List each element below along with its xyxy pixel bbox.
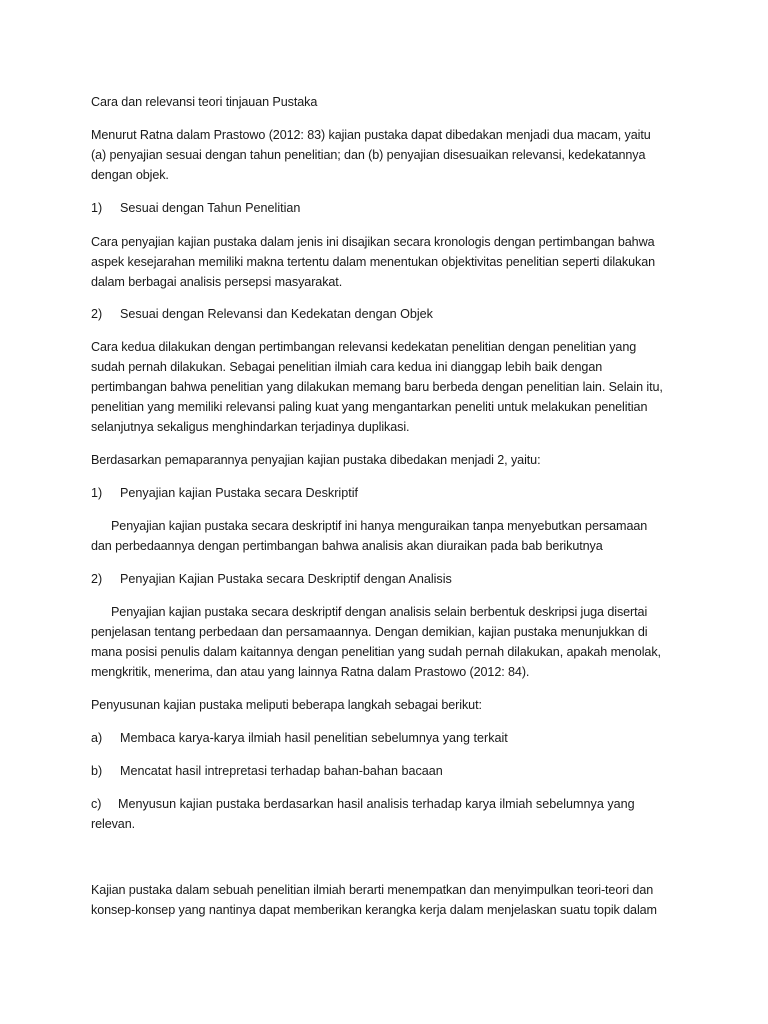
step-a-text: Membaca karya-karya ilmiah hasil penelitian sebelumnya yang terkait bbox=[120, 731, 508, 745]
type1-heading bbox=[91, 483, 358, 504]
section1-line-3: dalam berbagai analisis persepsi masyarakat. bbox=[91, 275, 343, 289]
type1-title: Penyajian kajian Pustaka secara Deskriptif bbox=[120, 486, 359, 500]
intro-line-2: (a) penyajian sesuai dengan tahun penelitian; dan (b) penyajian disesuaikan relevansi, kedekatannya bbox=[91, 148, 646, 162]
type2-heading bbox=[91, 569, 452, 590]
section2-line-1: Cara kedua dilakukan dengan pertimbangan relevansi kedekatan penelitian dengan penelitian yang bbox=[91, 340, 637, 354]
step-c bbox=[91, 794, 635, 815]
type1-line-1: Penyajian kajian pustaka secara deskriptif ini hanya menguraikan tanpa menyebutkan persamaan bbox=[111, 519, 648, 533]
step-b-text: Mencatat hasil intrepretasi terhadap bahan-bahan bacaan bbox=[120, 764, 443, 778]
type2-line-1: Penyajian kajian pustaka secara deskriptif dengan analisis selain berbentuk deskripsi juga disertai bbox=[111, 605, 648, 619]
intro-line-3: dengan objek. bbox=[91, 168, 169, 182]
section2-line-5: selanjutnya sekaligus menghindarkan terjadinya duplikasi. bbox=[91, 420, 410, 434]
type2-title: Penyajian Kajian Pustaka secara Deskriptif dengan Analisis bbox=[120, 572, 452, 586]
section1-title: Sesuai dengan Tahun Penelitian bbox=[120, 201, 301, 215]
section2-marker: 2) bbox=[91, 307, 103, 321]
section2-title: Sesuai dengan Relevansi dan Kedekatan dengan Objek bbox=[120, 307, 433, 321]
section1-line-1: Cara penyajian kajian pustaka dalam jenis ini disajikan secara kronologis dengan pertimbangan bahwa bbox=[91, 235, 655, 249]
step-a bbox=[91, 728, 508, 749]
section2-line-4: penelitian yang memiliki relevansi paling kuat yang mengantarkan peneliti untuk melakukan penelitian bbox=[91, 400, 648, 414]
steps-intro: Penyusunan kajian pustaka meliputi beberapa langkah sebagai berikut: bbox=[91, 698, 482, 712]
document-heading: Cara dan relevansi teori tinjauan Pustaka bbox=[91, 95, 318, 109]
step-c-continuation: relevan. bbox=[91, 817, 136, 831]
section2-line-3: pertimbangan bahwa penelitian yang dilakukan memang baru berbeda dengan penelitian lain. Selain itu, bbox=[91, 380, 663, 394]
type2-marker: 2) bbox=[91, 572, 103, 586]
section1-line-2: aspek kesejarahan memiliki makna tertentu dalam menentukan objektivitas penelitian seperti dilakukan bbox=[91, 255, 656, 269]
section1-heading bbox=[91, 198, 300, 219]
type2-line-3: mana posisi penulis dalam kaitannya dengan penelitian yang sudah pernah dilakukan, apakah menolak, bbox=[91, 645, 661, 659]
type2-line-4: mengkritik, menerima, dan atau yang lainnya Ratna dalam Prastowo (2012: 84). bbox=[91, 665, 530, 679]
section2-heading bbox=[91, 304, 433, 325]
section2-line-2: sudah pernah dilakukan. Sebagai penelitian ilmiah cara kedua ini dianggap lebih baik dengan bbox=[91, 360, 603, 374]
closing-line-1: Kajian pustaka dalam sebuah penelitian ilmiah berarti menempatkan dan menyimpulkan teori-teori dan bbox=[91, 883, 654, 897]
type1-marker: 1) bbox=[91, 486, 103, 500]
type1-line-2: dan perbedaannya dengan pertimbangan bahwa analisis akan diuraikan pada bab berikutnya bbox=[91, 539, 603, 553]
step-a-marker: a) bbox=[91, 731, 103, 745]
step-b-marker: b) bbox=[91, 764, 103, 778]
summary-paragraph: Berdasarkan pemaparannya penyajian kajian pustaka dibedakan menjadi 2, yaitu: bbox=[91, 453, 541, 467]
step-c-text: Menyusun kajian pustaka berdasarkan hasil analisis terhadap karya ilmiah sebelumnya yang bbox=[118, 797, 635, 811]
step-c-marker: c) bbox=[91, 797, 102, 811]
closing-line-2: konsep-konsep yang nantinya dapat memberikan kerangka kerja dalam menjelaskan suatu topik dalam bbox=[91, 903, 657, 917]
section1-marker: 1) bbox=[91, 201, 103, 215]
intro-line-1: Menurut Ratna dalam Prastowo (2012: 83) kajian pustaka dapat dibedakan menjadi dua macam, yaitu bbox=[91, 128, 651, 142]
type2-line-2: penjelasan tentang perbedaan dan persamaannya. Dengan demikian, kajian pustaka menunjukkan di bbox=[91, 625, 648, 639]
step-b bbox=[91, 761, 443, 782]
